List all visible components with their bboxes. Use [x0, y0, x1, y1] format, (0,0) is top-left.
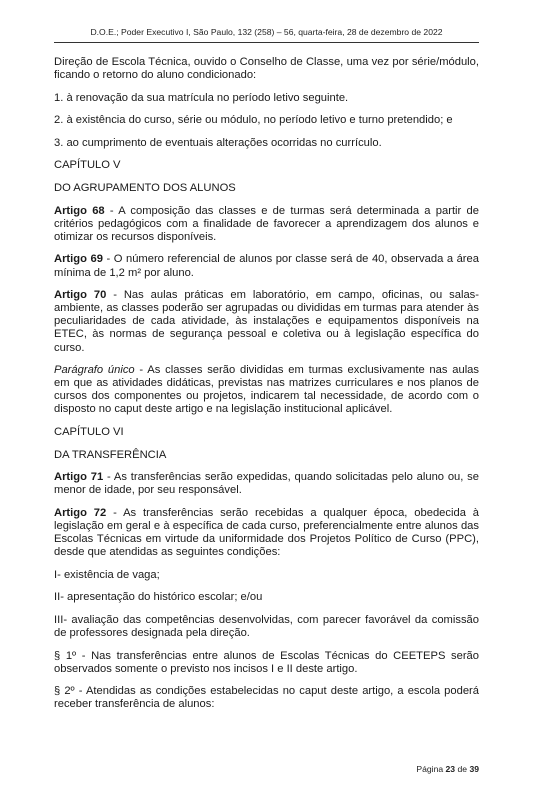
chapter-title: DA TRANSFERÊNCIA: [54, 448, 167, 461]
total-page-count: 39: [469, 764, 479, 774]
article-label: Artigo 68: [54, 204, 105, 217]
paragraph-2: [54, 685, 479, 711]
paragraph-text: Direção de Escola Técnica, ouvido o Conselho de Classe, uma vez por série/módulo, ficando o retorno do aluno condicionado:: [54, 56, 479, 82]
paragraph-text: 2. à existência do curso, série ou módulo, no período letivo e turno pretendido; e: [54, 114, 453, 127]
list-item-3: [54, 137, 479, 150]
page-footer: [54, 764, 479, 774]
chapter-label: CAPÍTULO VI: [54, 425, 124, 438]
inciso-i: [54, 569, 479, 582]
article-text: - Nas aulas práticas em laboratório, em campo, oficinas, ou salas-ambiente, as classes poderão ser agrupadas ou divididas em turmas para atender às peculiaridades de cada atividade, às instalações e equipamentos disponíveis na ETEC, às normas de segurança pessoal e coletiva ou à legislação específica do curso.: [54, 289, 479, 354]
paragraph-text: § 2º - Atendidas as condições estabelecidas no caput deste artigo, a escola poderá receber transferência de alunos:: [54, 685, 479, 711]
paragrafo-unico: [54, 364, 479, 416]
article-text: - O número referencial de alunos por classe será de 40, observada a área mínima de 1,2 m² por aluno.: [54, 253, 479, 279]
article-label: Artigo 71: [54, 471, 104, 484]
chapter-title-vi: [54, 449, 479, 462]
page-header: D.O.E.; Poder Executivo I, São Paulo, 132 (258) – 56, quarta-feira, 28 de dezembro de 2022: [90, 27, 443, 37]
paragraph-text: II- apresentação do histórico escolar; e/ou: [54, 591, 263, 604]
article-70: [54, 289, 479, 354]
paragraph-intro: [54, 56, 479, 82]
chapter-label: CAPÍTULO V: [54, 159, 121, 172]
chapter-title-v: [54, 182, 479, 195]
article-label: Artigo 69: [54, 253, 103, 266]
chapter-title: DO AGRUPAMENTO DOS ALUNOS: [54, 182, 236, 195]
inciso-ii: [54, 591, 479, 604]
paragraph-text: - As classes serão divididas em turmas exclusivamente nas aulas em que as atividades didáticas, previstas nas matrizes curriculares e nos planos de cursos dos componentes ou projetos, indicarem tal necessidade, de acordo com o disposto no caput deste artigo e na legislação institucional aplicável.: [54, 364, 479, 416]
page-label: Página: [416, 764, 446, 774]
paragraph-1: [54, 650, 479, 676]
article-68: [54, 205, 479, 244]
article-text: - As transferências serão recebidas a qualquer época, obedecida à legislação em geral e à específica de cada curso, preferencialmente entre alunos das Escolas Técnicas em virtude da uniformidade dos Projetos Político de Curso (PPC), desde que atendidas as seguintes condições:: [54, 506, 479, 559]
chapter-heading-vi: [54, 426, 479, 439]
page-separator: de: [455, 764, 470, 774]
paragraph-text: III- avaliação das competências desenvolvidas, com parecer favorável da comissão de professores designada pela direção.: [54, 613, 479, 639]
article-text: - A composição das classes e de turmas será determinada a partir de critérios pedagógicos com a finalidade de favorecer a aprendizagem dos alunos e otimizar os recursos disponíveis.: [54, 204, 479, 243]
document-body: [54, 56, 479, 721]
article-69: [54, 253, 479, 279]
paragraph-text: 3. ao cumprimento de eventuais alterações ocorridas no currículo.: [54, 136, 382, 149]
article-text: - As transferências serão expedidas, quando solicitadas pelo aluno ou, se menor de idade, por seu responsável.: [54, 471, 479, 497]
list-item-1: [54, 92, 479, 105]
inciso-iii: [54, 614, 479, 640]
paragraph-text: I- existência de vaga;: [54, 568, 160, 581]
article-label: Artigo 70: [54, 289, 107, 302]
paragraph-text: 1. à renovação da sua matrícula no período letivo seguinte.: [54, 91, 349, 104]
article-72: [54, 507, 479, 559]
paragraph-label: Parágrafo único: [54, 364, 135, 377]
paragraph-text: § 1º - Nas transferências entre alunos de Escolas Técnicas do CEETEPS serão observados somente o previsto nos incisos I e II deste artigo.: [54, 649, 479, 675]
chapter-heading-v: [54, 159, 479, 172]
current-page-number: 23: [445, 764, 456, 774]
article-71: [54, 471, 479, 497]
header-divider: [54, 42, 479, 43]
list-item-2: [54, 114, 479, 127]
article-label: Artigo 72: [54, 506, 107, 519]
